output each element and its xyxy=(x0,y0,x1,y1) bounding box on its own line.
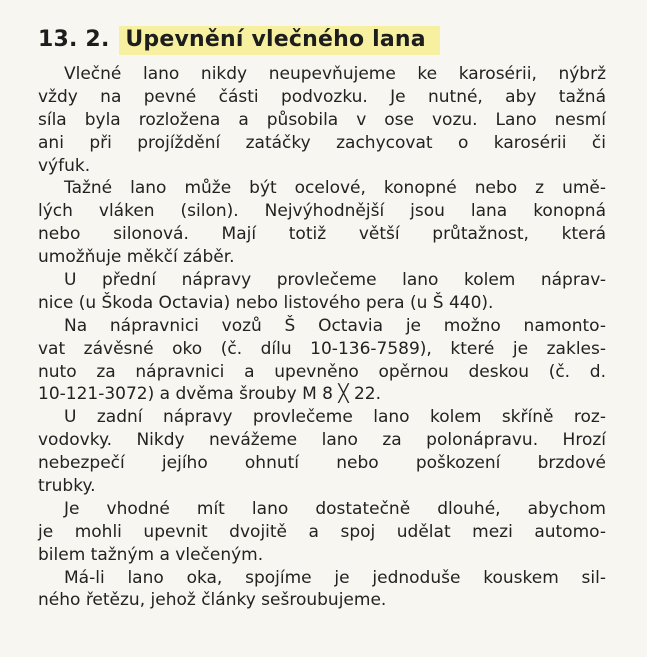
text-line: Tažné lano může být ocelové, konopné nebo z umě- xyxy=(64,178,606,199)
text-line: síla byla rozložena a působila v ose vozu. Lano nesmí xyxy=(38,109,606,130)
text-line: výfuk. xyxy=(38,155,91,176)
text-line: Vlečné lano nikdy neupevňujeme ke karosérii, nýbrž xyxy=(64,64,606,84)
text-line: U zadní nápravy provlečeme lano kolem skříně roz- xyxy=(64,407,606,428)
text-line: U přední nápravy provlečeme lano kolem náprav- xyxy=(64,270,606,291)
text-line: nice (u Škoda Octavia) nebo listového pera (u Š 440). xyxy=(38,292,494,313)
text-line: nebezpečí jejího ohnutí nebo poškození brzdové xyxy=(38,453,606,474)
text-line: Je vhodné mít lano dostatečně dlouhé, abychom xyxy=(64,498,606,519)
paragraph xyxy=(38,269,606,315)
paragraph xyxy=(38,567,606,613)
paragraph xyxy=(38,406,606,498)
section-heading xyxy=(38,26,440,55)
paragraph xyxy=(38,177,606,269)
text-line: lých vláken (silon). Nejvýhodnější jsou lana konopná xyxy=(38,201,606,222)
section-title: Upevnění vlečného lana xyxy=(119,26,439,55)
text-line: vždy na pevné části podvozku. Je nutné, aby tažná xyxy=(38,86,606,107)
text-line: bilem tažným a vlečeným. xyxy=(38,544,264,565)
paragraph xyxy=(38,63,606,177)
text-line: vat závěsné oko (č. dílu 10-136-7589), které je zakles- xyxy=(38,338,606,359)
paragraph xyxy=(38,315,606,407)
text-line: nuto za nápravnici a upevněno opěrnou deskou (č. d. xyxy=(38,361,606,382)
paragraph xyxy=(38,498,606,567)
text-line: vodovky. Nikdy nevážeme lano za polonápravu. Hrozí xyxy=(38,430,606,451)
text-line: ného řetězu, jehož články sešroubujeme. xyxy=(38,590,387,611)
text-line: trubky. xyxy=(38,476,96,497)
text-line: nebo silonová. Mají totiž větší průtažnost, která xyxy=(38,224,606,245)
text-line: umožňuje měkčí záběr. xyxy=(38,247,235,268)
text-line: je mohli upevnit dvojitě a spoj udělat mezi automo- xyxy=(38,521,606,542)
section-number: 13. 2. xyxy=(38,27,110,52)
text-line: ani při projíždění zatáčky zachycovat o karosérii či xyxy=(38,132,606,153)
text-line: 10-121-3072) a dvěma šrouby M 8 ╳ 22. xyxy=(38,384,382,405)
text-line: Má-li lano oka, spojíme je jednoduše kouskem sil- xyxy=(64,567,606,588)
text-line: Na nápravnici vozů Š Octavia je možno namonto- xyxy=(64,315,606,336)
body-text xyxy=(38,63,606,612)
